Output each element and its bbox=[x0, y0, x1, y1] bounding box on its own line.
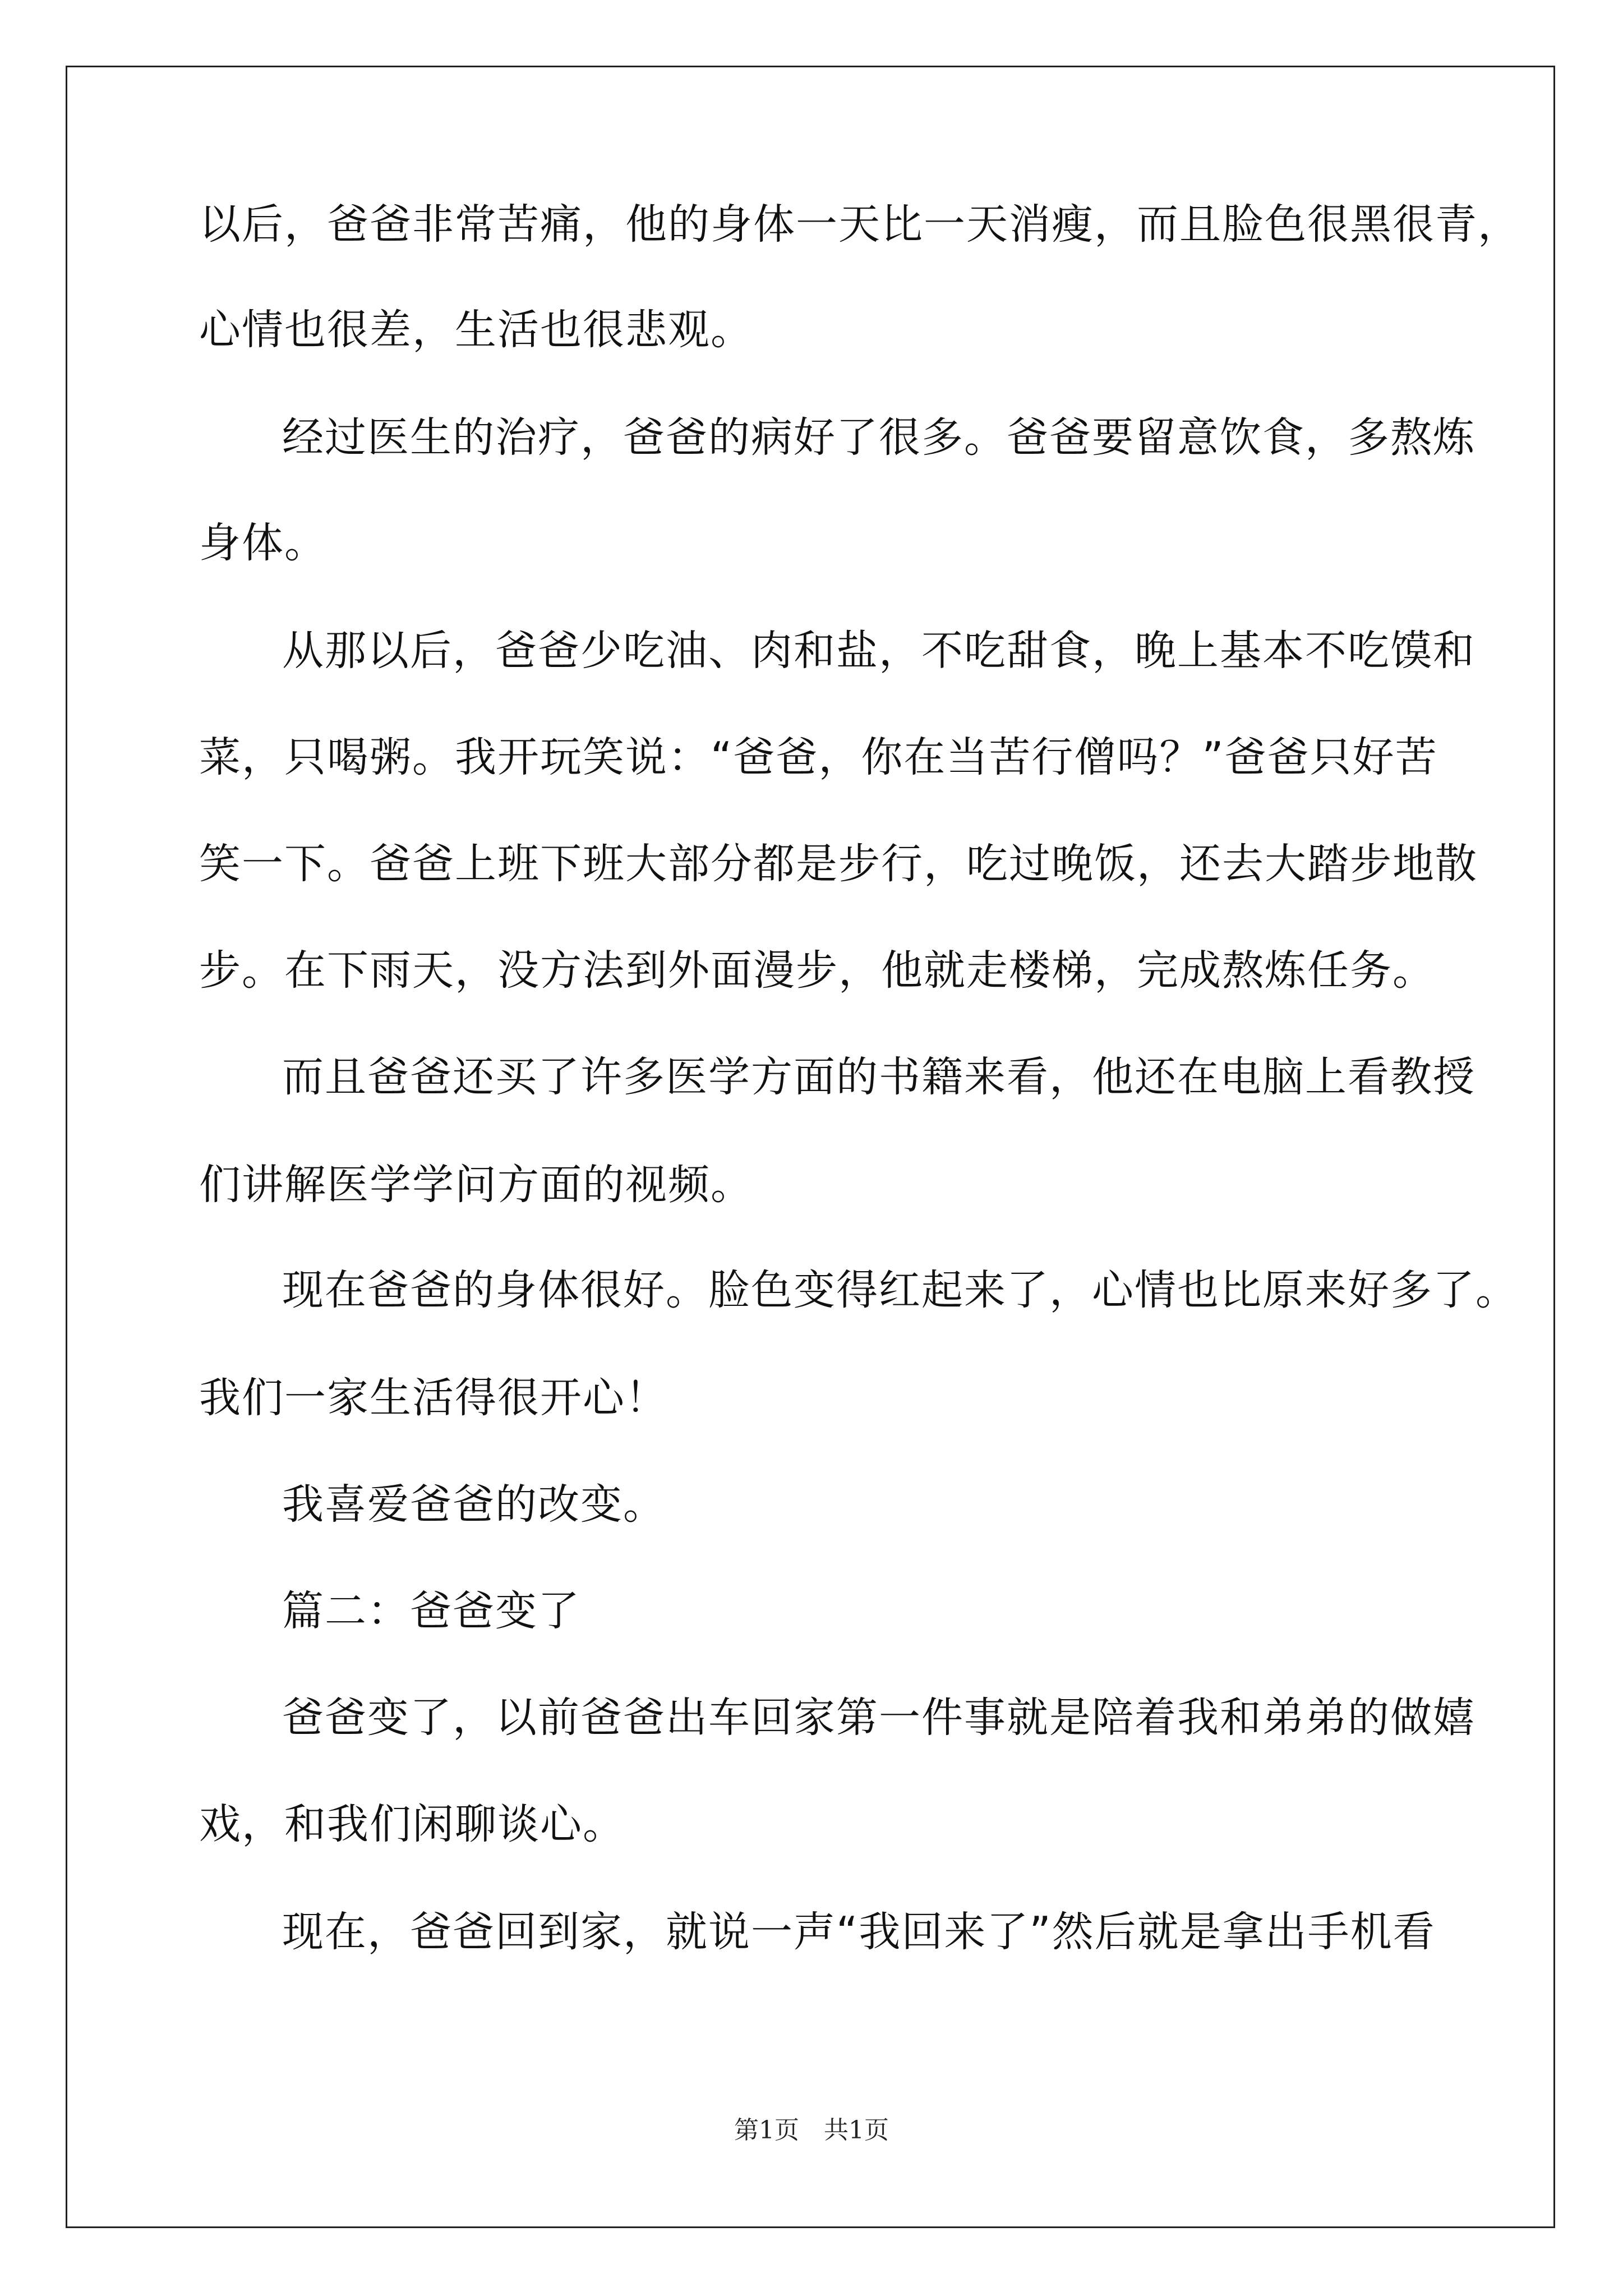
text-line: 步。在下雨天，没方法到外面漫步，他就走楼梯，完成熬炼任务。 bbox=[199, 946, 1435, 995]
paragraph-first-line: 现在，爸爸回到家，就说一声“我回来了”然后就是拿出手机看 bbox=[282, 1908, 1436, 1956]
text-line: 戏，和我们闲聊谈心。 bbox=[199, 1800, 625, 1848]
paragraph-first-line: 爸爸变了，以前爸爸出车回家第一件事就是陪着我和弟弟的做嬉 bbox=[282, 1694, 1476, 1742]
text-line: 身体。 bbox=[199, 519, 327, 567]
paragraph-first-line: 而且爸爸还买了许多医学方面的书籍来看，他还在电脑上看教授 bbox=[282, 1053, 1476, 1101]
text-line: 们讲解医学学问方面的视频。 bbox=[199, 1161, 753, 1209]
paragraph-first-line: 现在爸爸的身体很好。脸色变得红起来了，心情也比原来好多了。 bbox=[282, 1266, 1518, 1314]
paragraph-first-line: 我喜爱爸爸的改变。 bbox=[282, 1480, 666, 1529]
text-line: 笑一下。爸爸上班下班大部分都是步行，吃过晚饭，还去大踏步地散 bbox=[199, 840, 1478, 888]
paragraph-first-line: 经过医生的治疗，爸爸的病好了很多。爸爸要留意饮食，多熬炼 bbox=[282, 413, 1476, 462]
text-line: 心情也很差，生活也很悲观。 bbox=[199, 306, 753, 354]
section-heading: 篇二：爸爸变了 bbox=[282, 1587, 580, 1635]
text-line: 菜，只喝粥。我开玩笑说：“爸爸，你在当苦行僧吗？”爸爸只好苦 bbox=[199, 733, 1438, 781]
text-line: 我们一家生活得很开心！ bbox=[199, 1374, 668, 1422]
text-line: 以后，爸爸非常苦痛，他的身体一天比一天消瘦，而且脸色很黑很青， bbox=[199, 200, 1520, 249]
paragraph-first-line: 从那以后，爸爸少吃油、肉和盐，不吃甜食，晚上基本不吃馍和 bbox=[282, 627, 1476, 675]
page-footer: 第1页 共1页 bbox=[734, 2116, 889, 2145]
